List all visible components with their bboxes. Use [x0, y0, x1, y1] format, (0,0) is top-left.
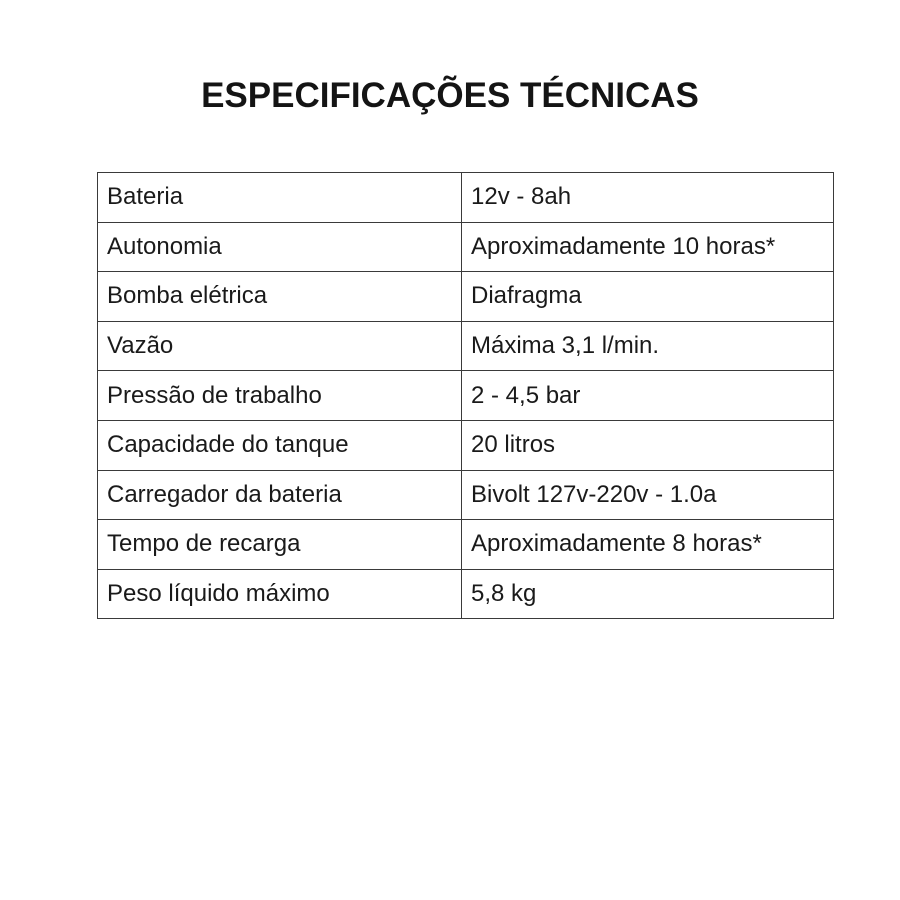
table-row [98, 222, 834, 272]
specs-table [97, 172, 834, 619]
table-row [98, 173, 834, 223]
table-row [98, 371, 834, 421]
spec-label: Vazão [98, 321, 462, 371]
page-title: ESPECIFICAÇÕES TÉCNICAS [201, 76, 699, 115]
spec-label: Bateria [98, 173, 462, 223]
spec-value: Aproximadamente 10 horas* [462, 222, 834, 272]
spec-value: 5,8 kg [462, 569, 834, 619]
table-row [98, 470, 834, 520]
spec-label: Pressão de trabalho [98, 371, 462, 421]
spec-value: 20 litros [462, 420, 834, 470]
table-row [98, 272, 834, 322]
spec-label: Bomba elétrica [98, 272, 462, 322]
spec-value: Aproximadamente 8 horas* [462, 520, 834, 570]
spec-value: Máxima 3,1 l/min. [462, 321, 834, 371]
spec-value: 2 - 4,5 bar [462, 371, 834, 421]
spec-label: Carregador da bateria [98, 470, 462, 520]
spec-label: Autonomia [98, 222, 462, 272]
table-row [98, 569, 834, 619]
spec-label: Tempo de recarga [98, 520, 462, 570]
table-row [98, 321, 834, 371]
spec-value: Bivolt 127v-220v - 1.0a [462, 470, 834, 520]
spec-label: Peso líquido máximo [98, 569, 462, 619]
spec-value: Diafragma [462, 272, 834, 322]
table-row [98, 520, 834, 570]
spec-label: Capacidade do tanque [98, 420, 462, 470]
spec-value: 12v - 8ah [462, 173, 834, 223]
table-row [98, 420, 834, 470]
